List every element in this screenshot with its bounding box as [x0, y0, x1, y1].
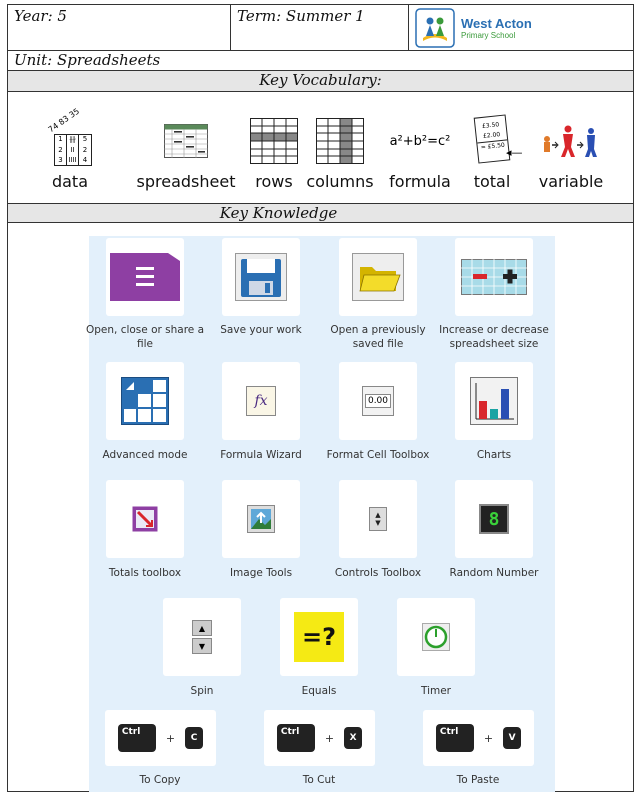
controls-toolbox-caption: Controls Toolbox: [334, 567, 422, 579]
spin-tile: [163, 598, 241, 676]
format-cell-tile: [339, 362, 417, 440]
variable-people-icon: [541, 121, 601, 161]
totals-icon: [132, 506, 158, 532]
data-num: 3: [55, 156, 67, 165]
school-logo: [409, 5, 635, 50]
year-text: Year: 5: [14, 7, 67, 25]
formula-wizard-tile: [222, 362, 300, 440]
random-digit: 8: [488, 508, 500, 530]
copy-caption: To Copy: [139, 774, 181, 786]
copy-shortcut-tile: [105, 710, 216, 766]
plus-minus-grid-icon: [461, 259, 527, 295]
formula-expression: a²+b²=c²: [389, 133, 451, 149]
floppy-disk-icon: [235, 253, 287, 301]
total-line: £2.00: [482, 131, 501, 140]
format-cell-icon: [362, 386, 394, 416]
data-num: 5: [82, 135, 88, 143]
school-subtitle: Primary School: [461, 30, 516, 40]
cut-caption: To Cut: [302, 774, 336, 786]
vocab-columns-label: columns: [306, 172, 374, 191]
data-icon: [24, 106, 116, 170]
plus-sign: +: [165, 731, 176, 745]
advanced-grid-icon: [121, 377, 169, 425]
file-menu-icon: [110, 253, 180, 301]
vocab-variable: [525, 112, 617, 191]
charts-tile: [455, 362, 533, 440]
save-caption: Save your work: [220, 324, 302, 336]
random-number-caption: Random Number: [449, 567, 539, 579]
ctrl-key-icon: Ctrl: [118, 724, 156, 752]
format-cell-caption: Format Cell Toolbox: [326, 449, 430, 461]
v-key-icon: V: [503, 727, 521, 749]
paste-shortcut-tile: [423, 710, 534, 766]
vocab-data: [24, 106, 116, 191]
vocab-heading: Key Vocabulary:: [259, 71, 382, 89]
vocab-spreadsheet-label: spreadsheet: [136, 172, 236, 191]
ctrl-key-icon: Ctrl: [277, 724, 315, 752]
controls-toolbox-tile: [339, 480, 417, 558]
image-tools-tile: [222, 480, 300, 558]
equals-caption: Equals: [301, 685, 337, 697]
school-crest-icon: [415, 8, 455, 48]
open-file-tile: [106, 238, 184, 316]
receipt-icon: [474, 114, 511, 163]
key-knowledge-panel: [85, 236, 555, 792]
bar-chart-icon: [470, 377, 518, 425]
equals-icon: [294, 612, 344, 662]
timer-icon: [422, 623, 450, 651]
arrow-icon: ◂—: [506, 146, 523, 159]
timer-tile: [397, 598, 475, 676]
total-line: £3.50: [481, 121, 500, 130]
advanced-mode-caption: Advanced mode: [102, 449, 188, 461]
unit-text: Unit: Spreadsheets: [14, 51, 161, 69]
vocab-total-label: total: [473, 172, 511, 191]
random-number-tile: [455, 480, 533, 558]
advanced-mode-tile: [106, 362, 184, 440]
data-num: 4: [82, 155, 88, 164]
vocab-columns: [294, 112, 386, 191]
data-num: 2: [55, 146, 67, 155]
school-name: West Acton: [461, 15, 532, 31]
equals-tile: [280, 598, 358, 676]
image-tools-caption: Image Tools: [229, 567, 293, 579]
open-previous-tile: [339, 238, 417, 316]
knowledge-heading: Key Knowledge: [219, 204, 338, 222]
spin-icon: ▲ ▼: [192, 620, 212, 654]
vocab-heading-row: [8, 71, 633, 92]
unit-row: [8, 51, 633, 71]
totals-toolbox-tile: [106, 480, 184, 558]
image-icon: [247, 505, 275, 533]
vocab-row: [8, 92, 633, 204]
term-text: Term: Summer 1: [237, 7, 365, 25]
spreadsheet-icon: [164, 124, 208, 158]
data-num: 83: [57, 113, 71, 128]
spin-caption: Spin: [190, 685, 214, 697]
resize-caption: Increase or decrease spreadsheet size: [439, 324, 549, 350]
knowledge-heading-row: [8, 204, 633, 223]
format-cell-value: 0.00: [365, 394, 391, 408]
data-tally: IIII: [67, 156, 79, 165]
folder-icon: [352, 253, 404, 301]
paste-caption: To Paste: [456, 774, 500, 786]
year-cell: [8, 5, 231, 50]
x-key-icon: X: [344, 727, 362, 749]
total-line: = £5.50: [477, 139, 508, 153]
rows-icon: [250, 118, 298, 164]
data-num: 35: [67, 106, 82, 120]
resize-tile: [455, 238, 533, 316]
vocab-spreadsheet: [131, 112, 241, 191]
timer-caption: Timer: [420, 685, 451, 697]
vocab-variable-label: variable: [538, 172, 604, 191]
data-num: 1: [55, 135, 67, 146]
columns-icon: [316, 118, 364, 164]
controls-icon: ▲ ▼: [369, 507, 387, 531]
totals-toolbox-caption: Totals toolbox: [108, 567, 182, 579]
data-tally: II: [67, 146, 79, 155]
plus-sign: +: [324, 731, 335, 745]
data-num: 74: [46, 121, 61, 135]
save-tile: [222, 238, 300, 316]
vocab-formula-label: formula: [389, 172, 451, 191]
open-previous-caption: Open a previously saved file: [330, 324, 426, 350]
equals-symbol: =?: [301, 623, 337, 651]
data-tally: 卌: [67, 135, 79, 146]
vocab-rows-label: rows: [255, 172, 293, 191]
term-cell: [231, 5, 409, 50]
open-file-caption: Open, close or share a file: [85, 324, 205, 350]
data-num: 2: [82, 146, 88, 155]
plus-sign: +: [483, 731, 494, 745]
c-key-icon: C: [185, 727, 203, 749]
formula-wizard-icon: fx: [246, 386, 276, 416]
random-number-icon: [479, 504, 509, 534]
ctrl-key-icon: Ctrl: [436, 724, 474, 752]
formula-wizard-caption: Formula Wizard: [220, 449, 302, 461]
cut-shortcut-tile: [264, 710, 375, 766]
header-row: [8, 5, 633, 51]
vocab-data-label: data: [51, 172, 89, 191]
charts-caption: Charts: [476, 449, 512, 461]
